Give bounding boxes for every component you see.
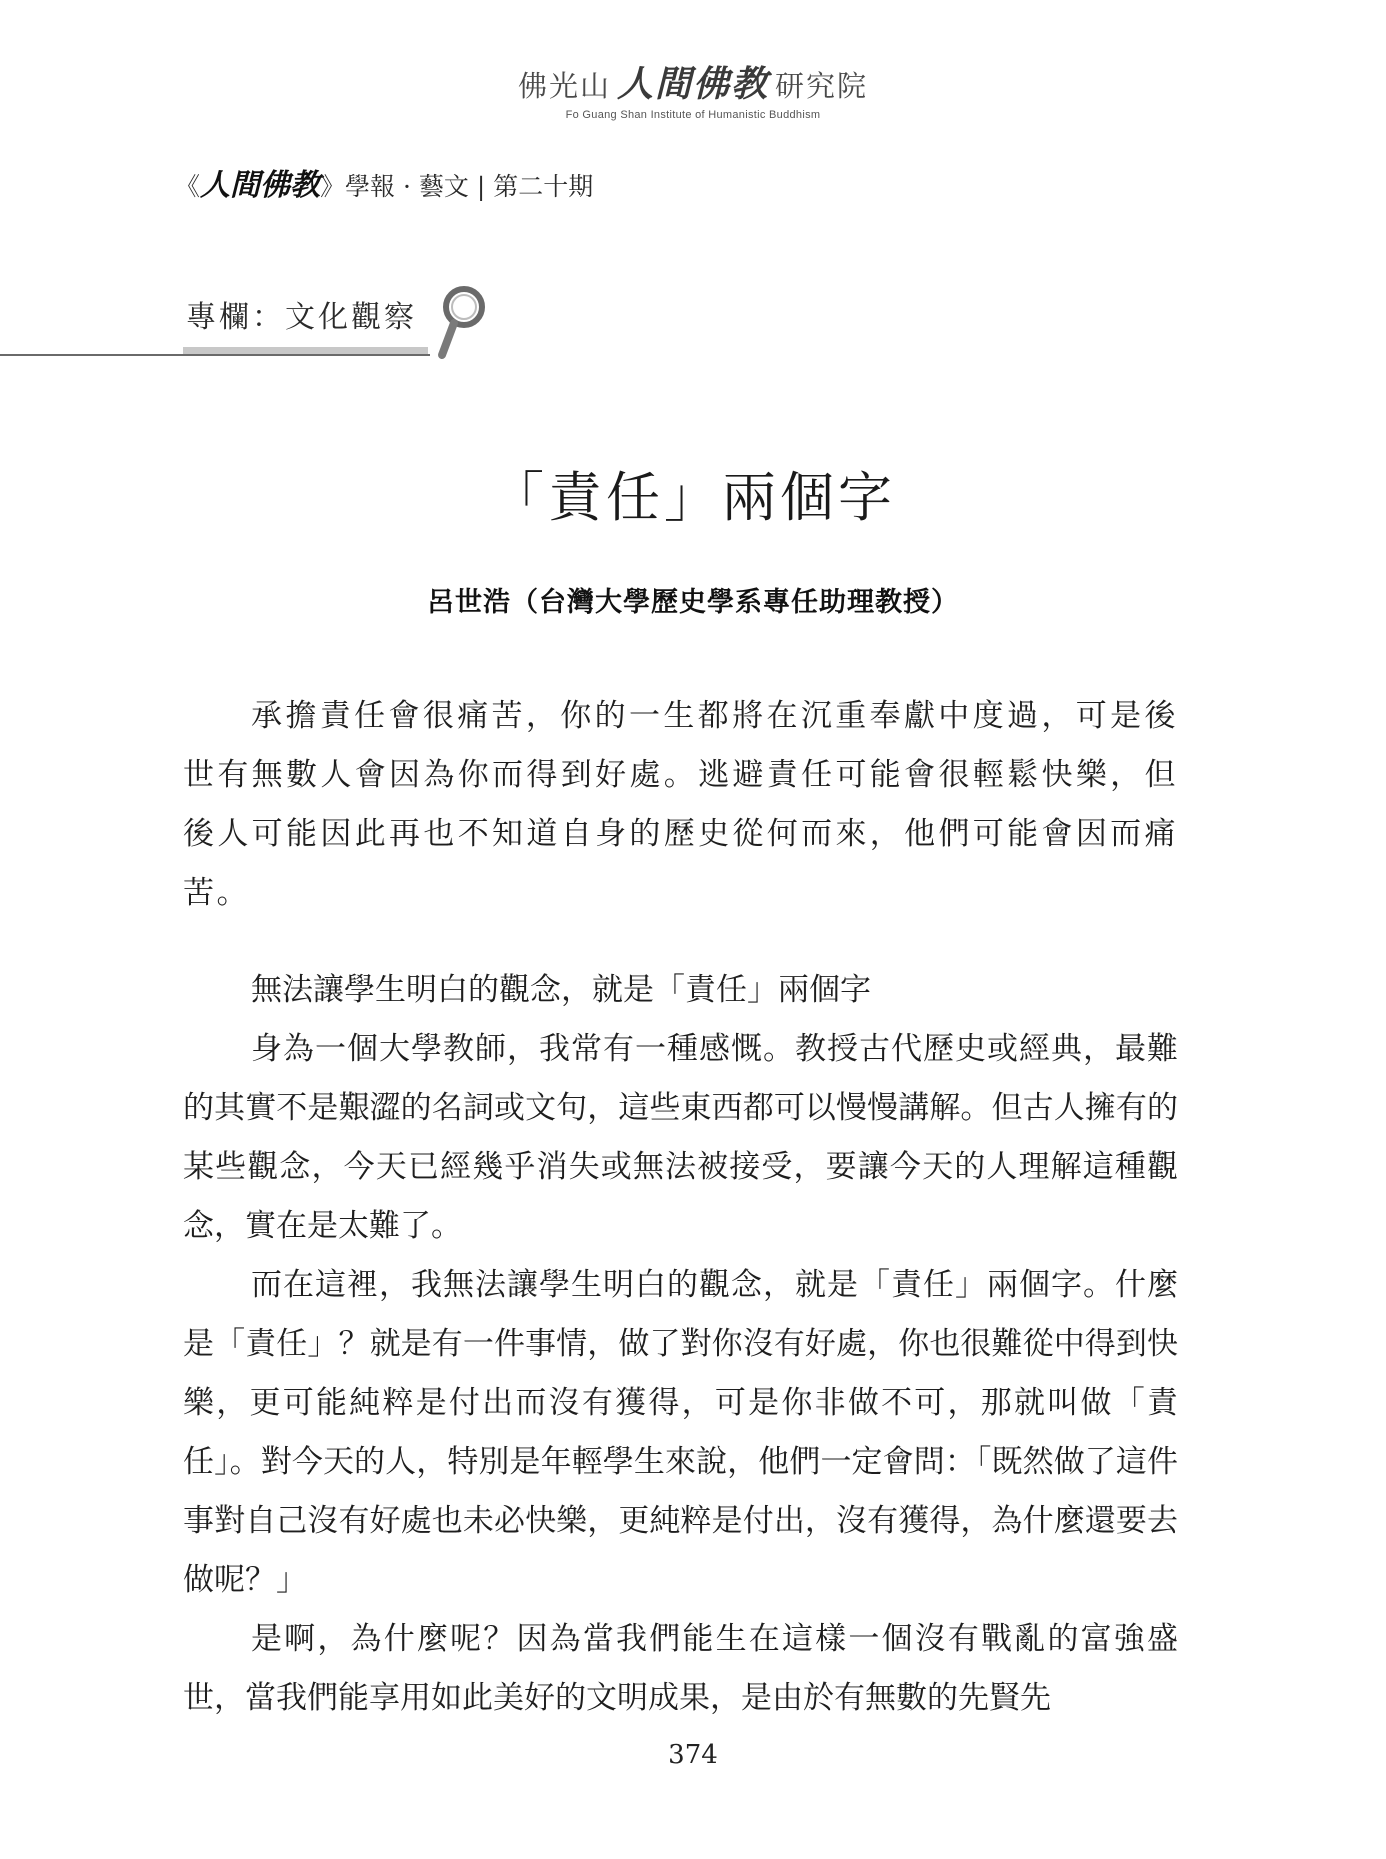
institute-logo-chinese xyxy=(0,56,1386,107)
column-divider xyxy=(0,354,430,356)
journal-name: 人間佛教 xyxy=(200,168,321,203)
magnifier-icon xyxy=(432,283,492,363)
journal-close-bracket: 》 xyxy=(320,172,346,201)
body-paragraph: 是啊，為什麼呢？因為當我們能生在這樣一個沒有戰亂的富強盛世，當我們能享用如此美好的文明成果，是由於有無數的先賢先 xyxy=(183,1621,1178,1716)
logo-prefix: 佛光山 xyxy=(517,69,611,103)
logo-brand: 人間佛教 xyxy=(616,63,769,105)
article-body xyxy=(183,961,1178,1728)
page-number: 374 xyxy=(668,1740,718,1770)
journal-open-bracket: 《 xyxy=(175,172,201,201)
logo-suffix: 研究院 xyxy=(775,69,869,103)
body-paragraph: 身為一個大學教師，我常有一種感慨。教授古代歷史或經典，最難的其實不是艱澀的名詞或文句，這些東西都可以慢慢講解。但古人擁有的某些觀念，今天已經幾乎消失或無法被接受，要讓今天的人理解這種觀念，實在是太難了。 xyxy=(183,1031,1178,1244)
journal-header xyxy=(175,160,593,204)
section-heading: 無法讓學生明白的觀念，就是「責任」兩個字 xyxy=(251,972,871,1008)
journal-issue: 學報 · 藝文 | 第二十期 xyxy=(345,172,594,201)
column-label: 專欄：文化觀察 xyxy=(186,300,417,335)
article-title: 「責任」兩個字 xyxy=(490,466,896,529)
epigraph: 承擔責任會很痛苦，你的一生都將在沉重奉獻中度過，可是後世有無數人會因為你而得到好處。逃避責任可能會很輕鬆快樂，但後人可能因此再也不知道自身的歷史從何而來，他們可能會因而痛苦。 xyxy=(183,698,1178,911)
institute-logo-english: Fo Guang Shan Institute of Humanistic Buddhism xyxy=(565,109,821,121)
institute-logo xyxy=(0,56,1386,121)
article-author: 呂世浩（台灣大學歷史學系專任助理教授） xyxy=(427,587,959,618)
body-paragraph: 而在這裡，我無法讓學生明白的觀念，就是「責任」兩個字。什麼是「責任」？就是有一件事情，做了對你沒有好處，你也很難從中得到快樂，更可能純粹是付出而沒有獲得，可是你非做不可，那就叫做「責任」。對今天的人，特別是年輕學生來說，他們一定會問：「既然做了這件事對自己沒有好處也未必快樂，更純粹是付出，沒有獲得，為什麼還要去做呢？」 xyxy=(183,1267,1178,1598)
